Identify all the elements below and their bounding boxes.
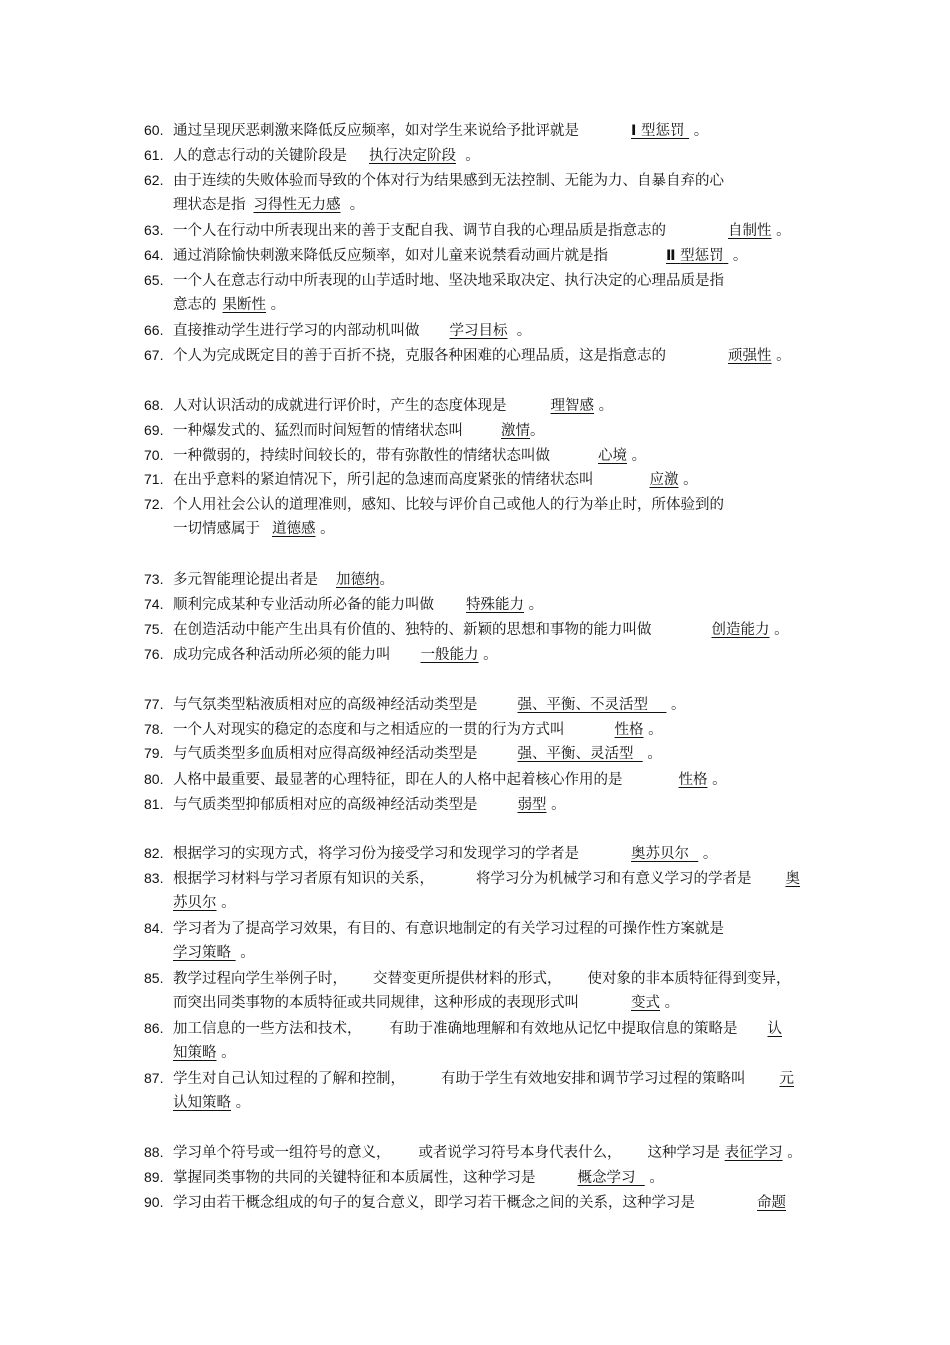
question-text: 学生对自己认知过程的了解和控制， [173,1071,405,1087]
question-64 [144,243,809,268]
answer-text: 顽强性 [728,348,772,364]
answer-text-start: 认 [767,1021,782,1037]
question-line [144,393,809,418]
answer-text: 性格 [614,722,644,738]
question-number: 68. [144,397,164,413]
question-line [144,642,809,667]
answer-text-start: 奥 [785,871,800,887]
question-text: 学习者为了提高学习效果，有目的、有意识地制定的有关学习过程的可操作性方案就是 [173,921,724,937]
answer-text: 自制性 [728,223,772,239]
question-text: 成功完成各种活动所必须的能力叫 [173,647,391,663]
answer-text: 认知策略 [173,1095,231,1111]
question-line [144,767,809,792]
question-continuation [144,991,809,1016]
question-continuation [144,1041,809,1066]
answer-text: 习得性无力感 [253,197,341,213]
question-number: 66. [144,322,164,338]
answer-text: 创造能力 [711,622,770,638]
question-line [144,841,809,866]
question-continuation [144,1091,809,1116]
question-text: 一个人在意志行动中所表现的山芋适时地、坚决地采取决定、执行决定的心理品质是指 [173,273,724,289]
question-text-b: 交替变更所提供材料的形式， [373,971,562,987]
answer-text-start: 元 [779,1071,794,1087]
question-end: 。 [649,1170,664,1186]
question-end: 。 [671,697,686,713]
question-number: 82. [144,845,164,861]
question-line [144,218,809,243]
question-67 [144,343,809,368]
question-end: 。 [551,797,566,813]
question-end: 。 [647,746,662,762]
answer-roman: Ⅰ [631,123,637,139]
question-line [144,492,809,517]
answer-roman: Ⅱ [666,248,676,264]
answer-text: 表征学习 [724,1145,783,1161]
answer-text: 命题 [757,1195,786,1211]
question-83 [144,866,809,916]
question-line [144,443,809,468]
question-end: 。 [465,148,480,164]
question-number: 89. [144,1169,164,1185]
question-number: 87. [144,1070,164,1086]
question-end: 。 [702,846,718,862]
question-end: 。 [774,622,789,638]
question-end: 。 [221,895,236,911]
question-text: 人的意志行动的关键阶段是 [173,148,347,164]
question-text: 直接推动学生进行学习的内部动机叫做 [173,323,420,339]
question-86 [144,1016,809,1066]
question-text-2: 意志的 [173,297,217,313]
question-line [144,717,809,742]
question-end: 。 [530,423,545,439]
question-text-b: 将学习分为机械学习和有意义学习的学者是 [476,871,752,887]
question-text: 人格中最重要、最显著的心理特征，即在人的人格中起着核心作用的是 [173,772,623,788]
question-77 [144,692,809,717]
question-text: 加工信息的一些方法和技术， [173,1021,362,1037]
question-number: 79. [144,745,164,761]
question-end: 。 [516,323,532,339]
question-continuation [144,517,809,542]
question-line [144,268,809,293]
answer-text: 性格 [678,772,708,788]
question-text: 一个人对现实的稳定的态度和与之相适应的一贯的行为方式叫 [173,722,565,738]
question-text-2: 理状态是指 [173,197,246,213]
question-text-2: 一切情感属于 [173,521,260,537]
question-text-b: 有助于准确地理解和有效地从记忆中提取信息的策略是 [389,1021,738,1037]
question-end: 。 [664,995,680,1011]
question-end: 。 [732,248,748,264]
question-number: 78. [144,721,164,737]
question-number: 86. [144,1020,164,1036]
answer-text: 果断性 [222,297,266,313]
answer-text: 理智感 [550,398,594,414]
question-76 [144,642,809,667]
question-line [144,592,809,617]
question-end: 。 [320,521,335,537]
question-number: 60. [144,122,164,138]
question-number: 61. [144,147,164,163]
question-line [144,916,809,941]
question-text: 通过呈现厌恶刺激来降低反应频率，如对学生来说给予批评就是 [173,123,579,139]
question-continuation [144,293,809,318]
question-line [144,692,809,717]
question-85 [144,966,809,1016]
question-number: 74. [144,596,164,612]
question-text-c: 使对象的非本质特征得到变异， [587,971,791,987]
question-81 [144,792,809,817]
question-78 [144,717,809,742]
question-number: 76. [144,646,164,662]
question-text: 根据学习的实现方式，将学习份为接受学习和发现学习的学者是 [173,846,579,862]
question-text-2: 而突出同类事物的本质特征或共同规律，这种形成的表现形式叫 [173,995,579,1011]
question-63 [144,218,809,243]
question-number: 62. [144,172,164,188]
question-line [144,418,809,443]
question-number: 70. [144,447,164,463]
question-text: 人对认识活动的成就进行评价时，产生的态度体现是 [173,398,507,414]
question-text: 学习由若干概念组成的句子的复合意义，即学习若干概念之间的关系，这种学习是 [173,1195,695,1211]
answer-text: 概念学习 [577,1170,636,1186]
question-60 [144,118,809,143]
question-89 [144,1165,809,1190]
question-line [144,1190,809,1215]
question-text: 由于连续的失败体验而导致的个体对行为结果感到无法控制、无能为力、自暴自弃的心 [173,173,724,189]
question-end: 。 [270,297,286,313]
question-text: 在创造活动中能产生出具有价值的、独特的、新颖的思想和事物的能力叫做 [173,622,652,638]
question-text: 顺利完成某种专业活动所必备的能力叫做 [173,597,434,613]
question-line [144,567,809,592]
answer-text: 执行决定阶段 [369,148,456,164]
answer-text: 激情 [501,423,530,439]
question-end: 。 [221,1045,236,1061]
question-69 [144,418,809,443]
question-text: 根据学习材料与学习者原有知识的关系， [173,871,434,887]
answer-text: 强、平衡、灵活型 [517,746,634,762]
question-line [144,1140,809,1165]
question-end: 。 [712,772,727,788]
answer-text: 变式 [631,995,660,1011]
answer-text: 心境 [598,448,627,464]
question-text: 学习单个符号或一组符号的意义， [173,1145,391,1161]
question-72 [144,492,809,542]
question-line [144,1066,809,1091]
question-end: 。 [483,647,498,663]
question-text-c: 这种学习是 [647,1145,720,1161]
question-62 [144,168,809,218]
question-continuation [144,891,809,916]
answer-text: 型惩罚 [641,123,685,139]
question-70 [144,443,809,468]
question-end: 。 [693,123,709,139]
question-line [144,617,809,642]
question-text: 与气质类型抑郁质相对应的高级神经活动类型是 [173,797,478,813]
question-text-b: 或者说学习符号本身代表什么， [418,1145,622,1161]
question-end: 。 [349,197,365,213]
question-61 [144,143,809,168]
question-number: 84. [144,920,164,936]
question-number: 83. [144,870,164,886]
question-text: 一种爆发式的、猛烈而时间短暂的情绪状态叫 [173,423,463,439]
question-line [144,467,809,492]
question-continuation [144,941,809,966]
question-number: 71. [144,471,164,487]
question-number: 73. [144,571,164,587]
question-number: 63. [144,222,164,238]
question-68 [144,393,809,418]
question-line [144,343,809,368]
question-number: 85. [144,970,164,986]
answer-text: 应激 [649,472,679,488]
question-text: 与气质类型多血质相对应得高级神经活动类型是 [173,746,478,762]
question-end: 。 [528,597,544,613]
answer-blank [666,248,728,264]
question-text: 一个人在行动中所表现出来的善于支配自我、调节自我的心理品质是指意志的 [173,223,666,239]
question-number: 88. [144,1144,164,1160]
answer-text: 强、平衡、不灵活型 [517,697,648,713]
question-number: 80. [144,771,164,787]
question-line [144,1165,809,1190]
answer-text: 学习策略 [173,945,231,961]
question-end: 。 [240,945,255,961]
question-79 [144,741,809,766]
answer-blank [631,123,689,139]
question-number: 64. [144,247,164,263]
question-line [144,318,809,343]
answer-text: 型惩罚 [680,248,724,264]
question-line [144,741,809,766]
answer-text: 奥苏贝尔 [631,846,689,862]
question-66 [144,318,809,343]
question-84 [144,916,809,966]
question-82 [144,841,809,866]
question-number: 65. [144,272,164,288]
question-88 [144,1140,809,1165]
question-line [144,866,809,891]
question-90 [144,1190,809,1215]
question-line [144,792,809,817]
question-74 [144,592,809,617]
question-end: 。 [787,1145,802,1161]
answer-text: 学习目标 [449,323,508,339]
question-65 [144,268,809,318]
question-number: 69. [144,422,164,438]
question-number: 67. [144,347,164,363]
question-71 [144,467,809,492]
question-text: 教学过程向学生举例子时， [173,971,347,987]
question-text: 在出乎意料的紧迫情况下，所引起的急速而高度紧张的情绪状态叫 [173,472,594,488]
question-number: 72. [144,496,164,512]
question-line [144,143,809,168]
question-end: 。 [235,1095,251,1111]
question-line [144,966,809,991]
question-line [144,243,809,268]
answer-text: 苏贝尔 [173,895,217,911]
question-number: 81. [144,796,164,812]
question-number: 90. [144,1194,164,1210]
question-number: 75. [144,621,164,637]
answer-text: 知策略 [173,1045,217,1061]
question-text: 个人用社会公认的道理准则，感知、比较与评价自己或他人的行为举止时，所体验到的 [173,497,724,513]
question-end: 。 [776,348,791,364]
answer-text: 加德纳 [336,572,380,588]
question-end: 。 [379,572,394,588]
answer-text: 道德感 [272,521,316,537]
question-number: 77. [144,696,164,712]
answer-text: 特殊能力 [466,597,524,613]
question-80 [144,767,809,792]
question-end: 。 [683,472,698,488]
question-line [144,118,809,143]
question-text: 一种微弱的，持续时间较长的，带有弥散性的情绪状态叫做 [173,448,550,464]
question-end: 。 [648,722,663,738]
question-text: 个人为完成既定目的善于百折不挠，克服各种困难的心理品质，这是指意志的 [173,348,666,364]
question-continuation [144,193,809,218]
answer-text: 弱型 [517,797,547,813]
question-end: 。 [598,398,614,414]
question-end: 。 [631,448,647,464]
question-line [144,1016,809,1041]
question-87 [144,1066,809,1116]
question-73 [144,567,809,592]
question-text: 多元智能理论提出者是 [173,572,318,588]
question-75 [144,617,809,642]
answer-text: 一般能力 [420,647,479,663]
question-text: 通过消除愉快刺激来降低反应频率，如对儿童来说禁看动画片就是指 [173,248,608,264]
question-text: 与气氛类型粘液质相对应的高级神经活动类型是 [173,697,478,713]
question-text: 掌握同类事物的共同的关键特征和本质属性，这种学习是 [173,1170,536,1186]
question-text-b: 有助于学生有效地安排和调节学习过程的策略叫 [441,1071,746,1087]
question-line [144,168,809,193]
question-end: 。 [776,223,791,239]
